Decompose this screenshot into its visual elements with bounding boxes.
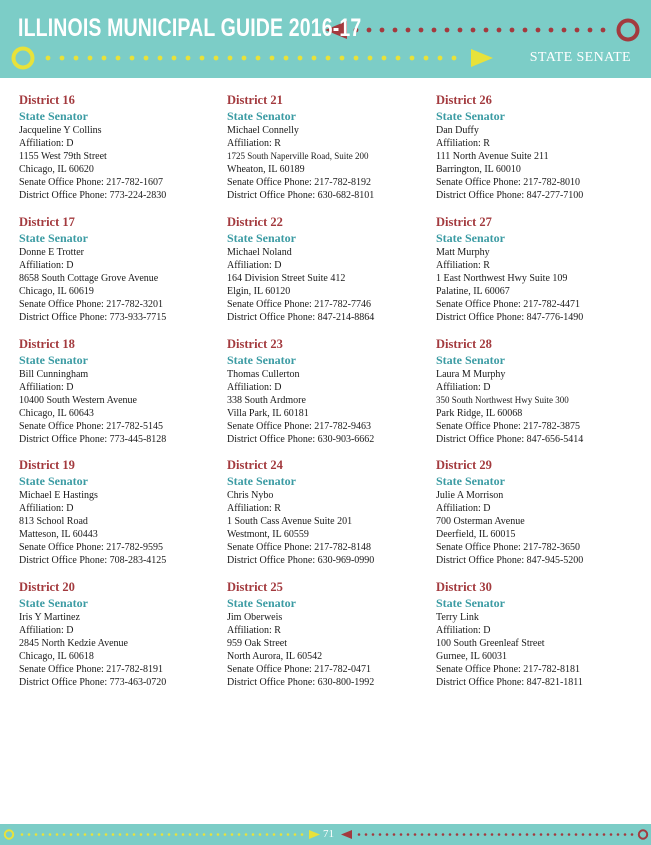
right-arrow-icon <box>309 830 320 839</box>
office-title: State Senator <box>19 109 88 123</box>
affiliation: Affiliation: R <box>436 259 490 271</box>
street-address: 338 South Ardmore <box>227 394 306 406</box>
street-address: 1155 West 79th Street <box>19 151 107 162</box>
page-footer <box>0 824 651 845</box>
district-heading: District 29 <box>436 458 492 473</box>
district-office-phone: District Office Phone: 847-821-1811 <box>436 677 583 689</box>
bottom-dot-line <box>46 56 457 61</box>
senator-name: Julie A Morrison <box>436 490 504 502</box>
senate-office-phone: Senate Office Phone: 217-782-7746 <box>227 298 371 310</box>
senator-name: Jim Oberweis <box>227 612 283 624</box>
city-state-zip: Park Ridge, IL 60068 <box>436 407 523 419</box>
district-office-phone: District Office Phone: 630-800-1992 <box>227 677 375 689</box>
district-office-phone: District Office Phone: 773-224-2830 <box>19 190 167 201</box>
senator-entry <box>19 215 227 337</box>
senator-entry <box>19 580 227 702</box>
district-office-phone: District Office Phone: 630-682-8101 <box>227 190 375 201</box>
district-heading: District 21 <box>227 93 283 107</box>
district-office-phone: District Office Phone: 773-445-8128 <box>19 433 167 445</box>
affiliation: Affiliation: R <box>436 138 490 149</box>
affiliation: Affiliation: D <box>227 259 282 271</box>
street-address: 1 South Cass Avenue Suite 201 <box>227 516 353 528</box>
city-state-zip: Westmont, IL 60559 <box>227 529 309 541</box>
city-state-zip: Chicago, IL 60620 <box>19 164 94 175</box>
senator-name: Michael Noland <box>227 246 292 258</box>
street-address: 1 East Northwest Hwy Suite 109 <box>436 272 568 284</box>
affiliation: Affiliation: D <box>19 138 74 149</box>
street-address: 111 North Avenue Suite 211 <box>436 151 549 162</box>
street-address: 959 Oak Street <box>227 638 287 650</box>
senator-name: Chris Nybo <box>227 490 274 502</box>
district-heading: District 22 <box>227 214 283 229</box>
senator-name: Donne E Trotter <box>19 246 84 258</box>
district-heading: District 18 <box>19 336 75 351</box>
senate-office-phone: Senate Office Phone: 217-782-4471 <box>436 298 580 310</box>
office-title: State Senator <box>436 596 505 611</box>
affiliation: Affiliation: D <box>436 381 491 393</box>
guide-title: ILLINOIS MUNICIPAL GUIDE 2016-17 <box>18 14 362 42</box>
senate-office-phone: Senate Office Phone: 217-782-3201 <box>19 298 163 310</box>
city-state-zip: Matteson, IL 60443 <box>19 529 98 541</box>
office-title: State Senator <box>436 474 505 489</box>
street-address: 10400 South Western Avenue <box>19 394 137 406</box>
district-heading: District 19 <box>19 458 75 473</box>
affiliation: Affiliation: D <box>19 625 74 637</box>
office-title: State Senator <box>436 109 505 123</box>
affiliation: Affiliation: D <box>19 503 74 515</box>
senator-entry <box>436 215 646 337</box>
street-address: 8658 South Cottage Grove Avenue <box>19 272 159 284</box>
office-title: State Senator <box>227 230 296 245</box>
office-title: State Senator <box>19 474 88 489</box>
office-title: State Senator <box>436 230 505 245</box>
city-state-zip: Chicago, IL 60619 <box>19 285 94 297</box>
senator-entry <box>227 458 436 580</box>
district-heading: District 20 <box>19 580 75 595</box>
affiliation: Affiliation: R <box>227 625 281 637</box>
affiliation: Affiliation: D <box>436 503 491 515</box>
senator-entry <box>227 215 436 337</box>
district-office-phone: District Office Phone: 847-945-5200 <box>436 555 584 567</box>
senate-office-phone: Senate Office Phone: 217-782-8181 <box>436 664 580 676</box>
district-office-phone: District Office Phone: 773-933-7715 <box>19 311 167 323</box>
district-office-phone: District Office Phone: 847-656-5414 <box>436 433 584 445</box>
city-state-zip: Chicago, IL 60618 <box>19 651 94 663</box>
senator-entry <box>436 93 646 215</box>
senate-office-phone: Senate Office Phone: 217-782-8192 <box>227 177 371 188</box>
office-title: State Senator <box>436 352 505 367</box>
city-state-zip: Palatine, IL 60067 <box>436 285 510 297</box>
city-state-zip: Chicago, IL 60643 <box>19 407 94 419</box>
senator-name: Michael E Hastings <box>19 490 98 502</box>
ring-icon-yellow <box>14 49 33 68</box>
district-office-phone: District Office Phone: 847-277-7100 <box>436 190 584 201</box>
top-dot-line <box>354 28 606 33</box>
senate-office-phone: Senate Office Phone: 217-782-8191 <box>19 664 163 676</box>
office-title: State Senator <box>19 596 88 611</box>
affiliation: Affiliation: D <box>19 259 74 271</box>
district-heading: District 26 <box>436 93 492 107</box>
senator-name: Matt Murphy <box>436 246 490 258</box>
ring-icon-red <box>639 830 647 838</box>
district-office-phone: District Office Phone: 773-463-0720 <box>19 677 167 689</box>
street-address: 100 South Greenleaf Street <box>436 638 545 650</box>
affiliation: Affiliation: R <box>227 138 281 149</box>
affiliation: Affiliation: D <box>19 381 74 393</box>
senator-name: Bill Cunningham <box>19 368 89 380</box>
city-state-zip: North Aurora, IL 60542 <box>227 651 323 663</box>
street-address: 164 Division Street Suite 412 <box>227 272 346 284</box>
footer-right-dots <box>358 833 634 836</box>
district-office-phone: District Office Phone: 847-776-1490 <box>436 311 584 323</box>
senator-name: Jacqueline Y Collins <box>19 125 102 136</box>
senator-entry <box>436 458 646 580</box>
senator-name: Laura M Murphy <box>436 368 506 380</box>
district-heading: District 30 <box>436 580 492 595</box>
page-header <box>0 0 651 78</box>
city-state-zip: Wheaton, IL 60189 <box>227 164 305 175</box>
senator-name: Iris Y Martinez <box>19 612 80 624</box>
right-arrow-icon <box>471 49 493 67</box>
district-office-phone: District Office Phone: 708-283-4125 <box>19 555 167 567</box>
city-state-zip: Barrington, IL 60010 <box>436 164 521 175</box>
senator-entry <box>227 93 436 215</box>
senator-entry <box>227 337 436 459</box>
page-number: 71 <box>323 828 334 840</box>
district-heading: District 25 <box>227 580 283 595</box>
ring-icon-yellow <box>5 830 13 838</box>
street-address: 2845 North Kedzie Avenue <box>19 638 128 650</box>
senator-name: Dan Duffy <box>436 125 479 136</box>
district-office-phone: District Office Phone: 630-969-0990 <box>227 555 375 567</box>
street-address: 813 School Road <box>19 516 88 528</box>
office-title: State Senator <box>19 352 88 367</box>
senate-office-phone: Senate Office Phone: 217-782-0471 <box>227 664 371 676</box>
district-heading: District 23 <box>227 336 283 351</box>
senator-entry <box>436 337 646 459</box>
city-state-zip: Gurnee, IL 60031 <box>436 651 507 663</box>
senator-entry <box>19 458 227 580</box>
section-label: STATE SENATE <box>529 50 631 65</box>
office-title: State Senator <box>227 109 296 123</box>
district-heading: District 16 <box>19 93 75 107</box>
senate-office-phone: Senate Office Phone: 217-782-9463 <box>227 420 371 432</box>
senator-entry <box>227 580 436 702</box>
affiliation: Affiliation: R <box>227 503 281 515</box>
senate-office-phone: Senate Office Phone: 217-782-9595 <box>19 542 163 554</box>
district-office-phone: District Office Phone: 630-903-6662 <box>227 433 375 445</box>
city-state-zip: Elgin, IL 60120 <box>227 285 291 297</box>
district-heading: District 24 <box>227 458 283 473</box>
senator-directory <box>19 93 646 702</box>
senate-office-phone: Senate Office Phone: 217-782-3650 <box>436 542 580 554</box>
district-office-phone: District Office Phone: 847-214-8864 <box>227 311 375 323</box>
affiliation: Affiliation: D <box>227 381 282 393</box>
office-title: State Senator <box>19 230 88 245</box>
senate-office-phone: Senate Office Phone: 217-782-3875 <box>436 420 580 432</box>
district-heading: District 27 <box>436 214 492 229</box>
street-address: 350 South Northwest Hwy Suite 300 <box>436 394 569 405</box>
left-arrow-icon <box>341 830 352 839</box>
senator-name: Terry Link <box>436 612 479 624</box>
senate-office-phone: Senate Office Phone: 217-782-5145 <box>19 420 163 432</box>
senator-name: Michael Connelly <box>227 125 299 136</box>
city-state-zip: Deerfield, IL 60015 <box>436 529 516 541</box>
office-title: State Senator <box>227 352 296 367</box>
street-address: 1725 South Naperville Road, Suite 200 <box>227 151 369 161</box>
senate-office-phone: Senate Office Phone: 217-782-8148 <box>227 542 371 554</box>
affiliation: Affiliation: D <box>436 625 491 637</box>
senator-entry <box>19 93 227 215</box>
district-heading: District 17 <box>19 214 75 229</box>
office-title: State Senator <box>227 596 296 611</box>
district-heading: District 28 <box>436 336 492 351</box>
senator-entry <box>19 337 227 459</box>
footer-left-dots <box>21 833 304 836</box>
ring-icon-red <box>619 21 638 40</box>
office-title: State Senator <box>227 474 296 489</box>
senator-entry <box>436 580 646 702</box>
senate-office-phone: Senate Office Phone: 217-782-1607 <box>19 177 163 188</box>
senate-office-phone: Senate Office Phone: 217-782-8010 <box>436 177 580 188</box>
senator-name: Thomas Cullerton <box>227 368 300 380</box>
city-state-zip: Villa Park, IL 60181 <box>227 407 309 419</box>
street-address: 700 Osterman Avenue <box>436 516 525 528</box>
